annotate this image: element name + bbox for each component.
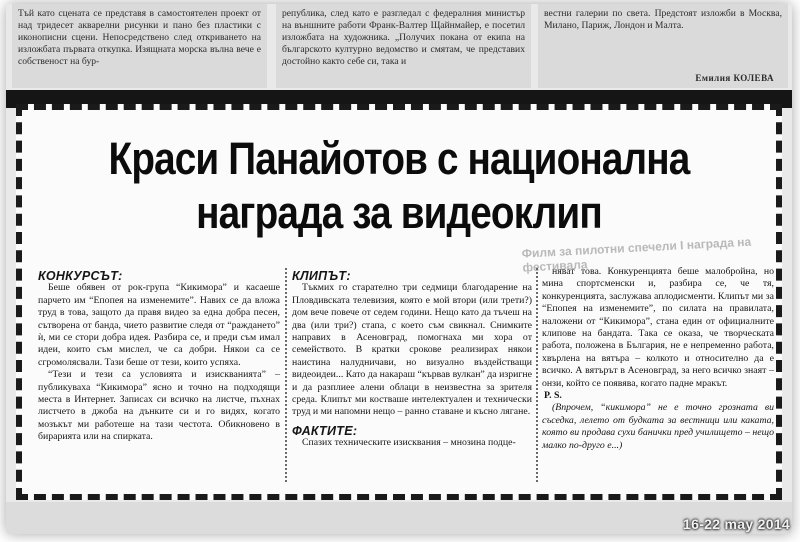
- headline-line-1: Краси Панайотов с национална: [108, 133, 690, 184]
- postscript-text: (Впрочем, “кикимора” не е точно грозната ви съседка, лелето от будката за вестници или каката, която ви продава сухи банички пред училището – нещо малко по-друго е...): [542, 402, 774, 451]
- postscript-label: P. S.: [544, 390, 562, 402]
- article-column-2: [292, 270, 532, 450]
- paragraph: няват това. Конкуренцията беше малобройна, но мина спортсменски и, разбира се, че тя, конкуренцията, заслужава аплодисменти. Клипът ми за “Епопея на изменемите”, по силата на правилата, наложени от “Кикимора”, стана един от официалните клипове на бандата. Така се оказа, че творческата работа, положена в България, не е непременно работа, хвърлена на вятъра – колкото и относително да е всичко. А вятърът в Асеновград, за него всичко знаят – онзи, който се появява, когато падне мракът.: [542, 266, 774, 389]
- paragraph: “Тези и тези са условията и изискванията” – публикуваха “Кикимора” ясно и точно на подходящи места в Интернет. Записах си всичко на листче, пъхнах листчето в джоба на дънките си и го видях, когато мозъкът ми работеше на тази честота. Обикновено в бирарията или на спирката.: [38, 369, 280, 443]
- previous-article-column-3: [538, 4, 788, 88]
- column-separator: [536, 268, 538, 482]
- section-heading-contest: КОНКУРСЪТ:: [38, 269, 123, 283]
- previous-article-text: Тъй като сцената се представя в самостоятелен проект от над тридесет акварелни рисунки и пано без пластики с иконописни сцени. Непосредствено след откриването на изложбата първата откупка. Изящната морска вълна вече е собственост на бур-: [18, 8, 261, 67]
- previous-article-column-1: [12, 4, 267, 88]
- column-separator: [285, 268, 287, 482]
- issue-date: 16-22 may 2014: [683, 516, 790, 532]
- show-through-text: Филм за пилотни спечели I награда на фестивала: [521, 234, 752, 275]
- previous-article-text: вестни галерии по света. Предстоят изложби в Москва, Милано, Париж, Лондон и Малта.: [544, 8, 782, 31]
- page-bottom: [6, 502, 792, 534]
- article-frame: [16, 104, 782, 500]
- paragraph: Спазих техническите изисквания – мнозина подце-: [302, 437, 516, 449]
- article-column-1: [38, 270, 280, 444]
- previous-article-column-2: [276, 4, 531, 88]
- article-headline: [75, 132, 723, 240]
- headline-line-2: награда за видеоклип: [196, 187, 602, 238]
- newspaper-clipping: [6, 4, 792, 534]
- paragraph: Беше обявен от рок-група “Кикимора” и касаеше парчето им “Епопея на изменемите”. Навих се да вложа труд в това, защото да правя видео за една добра песен, сътворена от банда, чието развитие следя от “раждането” ѝ, ми се стори добра идея. Разбира се, и преди съм имал идеи, които съм мислел, че са добри. Някои са се сгромолясвали. Тази беше от тези, които успяха.: [38, 282, 280, 368]
- section-heading-facts: ФАКТИТЕ:: [292, 423, 358, 438]
- paragraph: Тъкмих го старателно три седмици благодарение на Пловдивската телевизия, която е мой втори (или трети?) дом вече повече от седем години. Нещо като да тъчеш на два (или три?) стапа, с което съм свикнал. Снимките направих в Асеновград, помогнаха ми хора от семейството. В кратки срокове реализирах някои наистина налудничави, но визуално въздействащи видеоидеи... Като да накараш “кървав вулкан” да изригне и да разплиее алени облаци в неизвестна за зрителя среда. Клипът ми костваше интелектуален и технически труд и ми напомни нещо – ранно ставане и късно лягане.: [292, 282, 532, 418]
- previous-article-text: република, след като е разгледал с федералния министър на външните работи Франк-Валтер Щайнмайер, е посетил изложбата на художника. „Получих покана от екипа на българското културно ведомство и смятам, че представих достойно както себе си, така и: [282, 8, 525, 67]
- previous-article-author: Емилия КОЛЕВА: [695, 73, 774, 83]
- section-heading-clip: КЛИПЪТ:: [292, 269, 351, 283]
- article-column-3: [542, 266, 774, 452]
